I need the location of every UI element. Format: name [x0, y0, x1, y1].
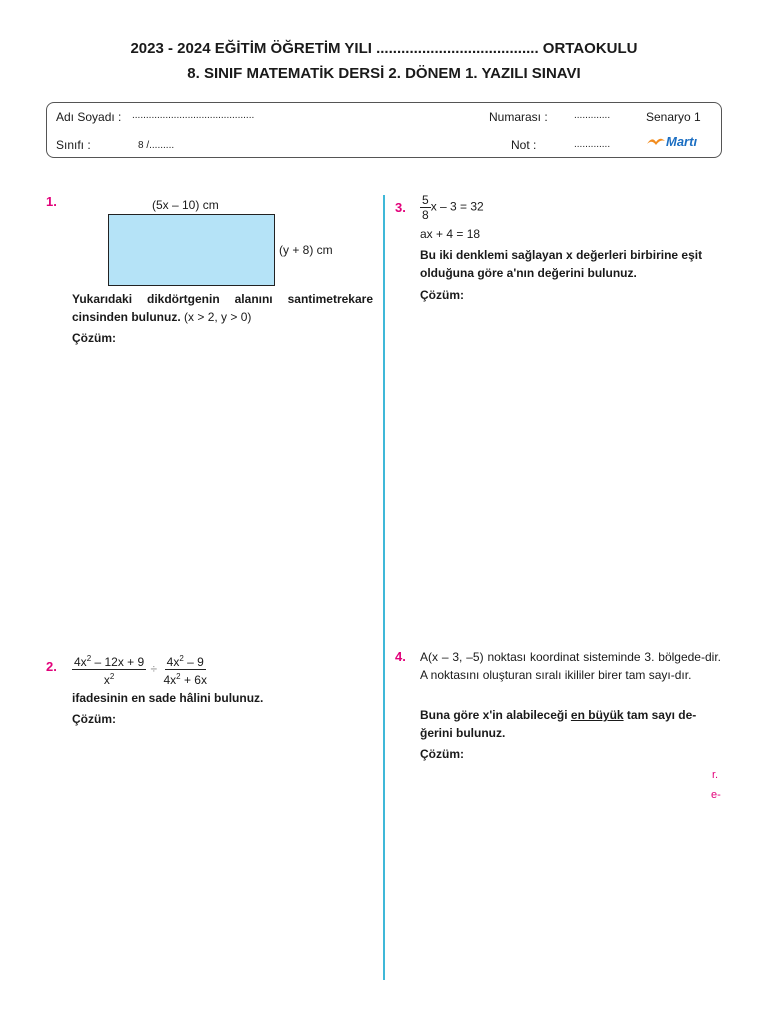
name-label: Adı Soyadı : — [56, 110, 122, 124]
question-3-solution-label: Çözüm: — [420, 288, 464, 302]
name-field[interactable]: ............................................ — [132, 110, 255, 121]
number-field[interactable]: ............. — [574, 110, 611, 121]
scenario-label: Senaryo 1 — [646, 110, 701, 124]
fraction-2: $\frac{4x^2 - 9}{4x^2 + 6x}$ — [163, 654, 207, 687]
question-3-equation-1: $\frac{5}{8}$ x – 3 = 32 — [422, 193, 484, 222]
question-2-expression — [72, 652, 209, 687]
question-2-prompt: ifadesinin en sade hâlini bulunuz. — [72, 691, 264, 705]
question-4-text: A(x – 3, –5) noktası koordinat sisteminde 3. bölgede-dir. A noktasını oluşturan sıralı ikililer birer tam sayı-dır. — [420, 650, 721, 682]
number-label: Numarası : — [489, 110, 548, 124]
bird-icon — [646, 135, 666, 149]
question-2-number: 2. — [46, 659, 57, 674]
question-4-number: 4. — [395, 649, 406, 664]
question-1-text: Yukarıdaki dikdörtgenin alanını santimetrekare cinsinden bulunuz. — [72, 292, 373, 324]
rectangle-figure — [108, 214, 275, 286]
question-3-equation-2: ax + 4 = 18 — [420, 227, 481, 241]
question-3-prompt: Bu iki denklemi sağlayan x değerleri birbirine eşit olduğuna göre a'nın değerini bulunuz. — [420, 248, 703, 280]
exam-title-line2: 8. SINIF MATEMATİK DERSİ 2. DÖNEM 1. YAZILI SINAVI — [187, 65, 581, 82]
fraction-1: $\frac{4x^2 - 12x + 9}{x^2}$ — [74, 654, 145, 687]
class-label: Sınıfı : — [56, 138, 91, 152]
rect-height-label: (y + 8) cm — [279, 243, 333, 257]
grade-field[interactable]: ............. — [574, 139, 611, 150]
question-3-number: 3. — [395, 200, 406, 215]
column-divider — [383, 195, 385, 980]
class-field[interactable]: 8 /......... — [138, 140, 175, 151]
divide-sign: ÷ — [150, 661, 158, 676]
question-1-condition: (x > 2, y > 0) — [184, 310, 252, 324]
question-1-prompt — [72, 290, 373, 326]
text-fragment-1: r. — [712, 769, 719, 781]
question-1-number: 1. — [46, 194, 57, 209]
text-fragment-2: e- — [711, 789, 721, 801]
question-1-solution-label: Çözüm: — [72, 331, 116, 345]
rect-width-label: (5x – 10) cm — [152, 198, 219, 212]
marti-logo — [646, 133, 697, 151]
exam-title-line1: 2023 - 2024 EĞİTİM ÖĞRETİM YILI ....................................... ORTAOKULU — [130, 40, 638, 57]
question-2-solution-label: Çözüm: — [72, 712, 116, 726]
logo-text: Martı — [666, 134, 698, 149]
question-4-prompt: Buna göre x'in alabileceği en büyük tam sayı de-ğerini bulunuz. — [420, 708, 697, 740]
question-4-solution-label: Çözüm: — [420, 747, 464, 761]
grade-label: Not : — [511, 138, 537, 152]
